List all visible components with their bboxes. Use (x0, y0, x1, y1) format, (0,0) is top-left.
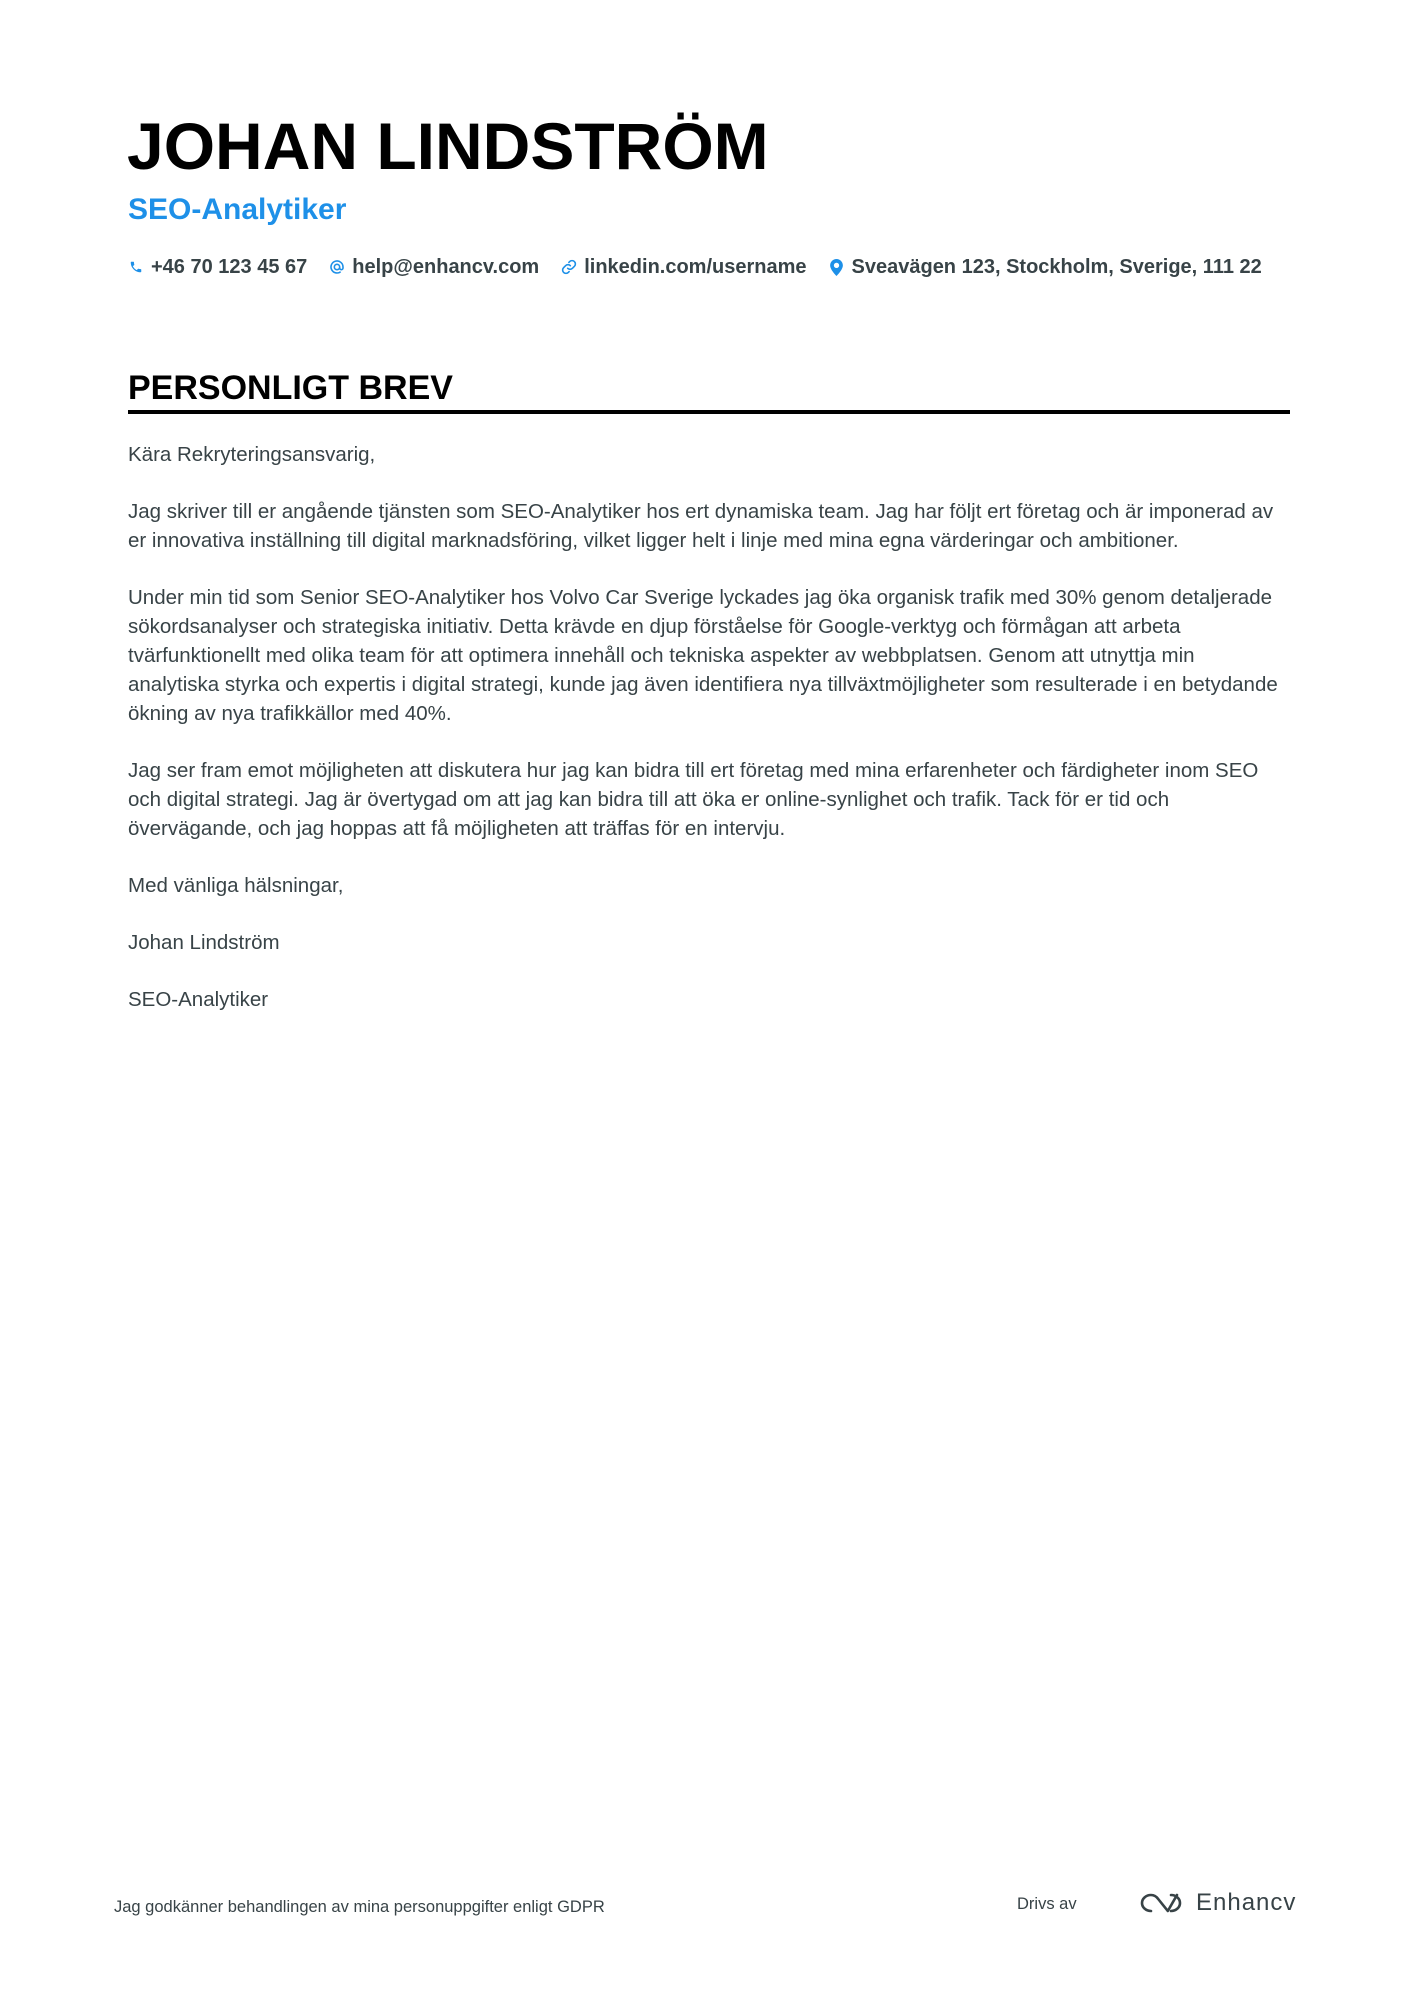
gdpr-consent-text: Jag godkänner behandlingen av mina personuppgifter enligt GDPR (114, 1898, 605, 1916)
contact-address-text: Sveavägen 123, Stockholm, Sverige, 111 22 (851, 256, 1262, 278)
contact-bar (128, 254, 1262, 280)
letter-paragraph-1: Jag skriver till er angående tjänsten som SEO-Analytiker hos ert dynamiska team. Jag har följt ert företag och är imponerad av er innovativa inställning till digital marknadsföring, vilket ligger helt i linje med mina egna värderingar och ambitioner. (128, 500, 1274, 552)
link-icon (561, 257, 577, 277)
contact-phone-text: +46 70 123 45 67 (151, 256, 308, 278)
contact-linkedin[interactable] (561, 254, 806, 280)
letter-closing: Med vänliga hälsningar, (128, 874, 344, 897)
contact-linkedin-text: linkedin.com/username (584, 256, 807, 278)
enhancv-logo-icon (1138, 1891, 1184, 1915)
contact-phone[interactable] (128, 254, 307, 280)
letter-signature-name: Johan Lindström (128, 931, 280, 954)
contact-email[interactable] (329, 254, 539, 280)
candidate-name: JOHAN LINDSTRÖM (127, 109, 769, 183)
powered-by-label: Drivs av (1017, 1895, 1077, 1913)
letter-signature-title: SEO-Analytiker (128, 988, 269, 1011)
location-pin-icon (829, 257, 845, 277)
enhancv-brand-name: Enhancv (1196, 1889, 1297, 1916)
contact-address (829, 254, 1262, 280)
letter-salutation: Kära Rekryteringsansvarig, (128, 443, 376, 466)
letter-body (128, 440, 1290, 1042)
letter-paragraph-2: Under min tid som Senior SEO-Analytiker hos Volvo Car Sverige lyckades jag öka organisk trafik med 30% genom detaljerade sökordsanalyser och strategiska initiativ. Detta krävde en djup förståelse för Google-verktyg och förmågan att arbeta tvärfunktionellt med olika team för att optimera innehåll och tekniska aspekter av webbplatsen. Genom att utnyttja min analytiska styrka och expertis i digital strategi, kunde jag även identifiera nya tillväxtmöjligheter som resulterade i en betydande ökning av nya trafikkällor med 40%. (128, 586, 1278, 725)
section-divider (128, 410, 1290, 414)
letter-paragraph-3: Jag ser fram emot möjligheten att diskutera hur jag kan bidra till ert företag med mina erfarenheter och färdigheter inom SEO och digital strategi. Jag är övertygad om att jag kan bidra till att öka er online-synlighet och trafik. Tack för er tid och övervägande, och jag hoppas att få möjligheten att träffas för en intervju. (128, 759, 1259, 840)
enhancv-brand-link[interactable] (1138, 1889, 1296, 1917)
contact-email-text: help@enhancv.com (352, 256, 540, 278)
section-title: PERSONLIGT BREV (128, 369, 453, 407)
at-icon (329, 257, 345, 277)
candidate-title: SEO-Analytiker (128, 193, 347, 226)
phone-icon (128, 257, 144, 277)
